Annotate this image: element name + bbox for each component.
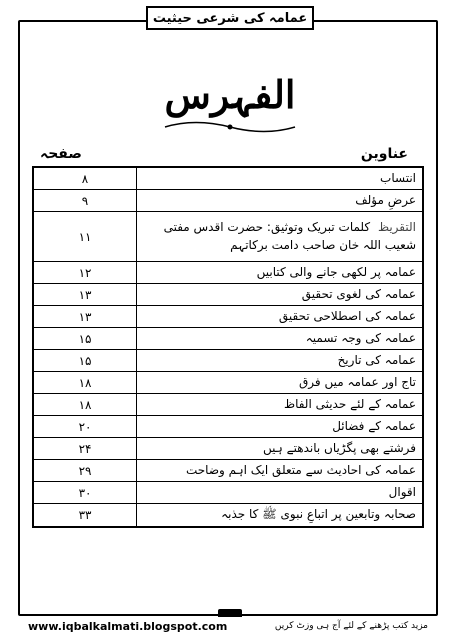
- toc-entry-title: فرشتے بھی پگڑیاں باندھتے ہیں: [263, 440, 416, 455]
- toc-entry-page: ۸: [34, 168, 137, 189]
- toc-entry-page: ۱۱: [34, 212, 137, 261]
- toc-row[interactable]: [34, 350, 422, 372]
- toc-entry-title: عمامہ کی احادیث سے متعلق ایک اہم وضاحت: [185, 462, 416, 477]
- toc-entry-title: عمامہ کی وجہ تسمیہ: [305, 330, 416, 345]
- toc-row[interactable]: [34, 284, 422, 306]
- toc-entry-title: عرضِ مؤلف: [355, 192, 416, 207]
- heading-ornament: [160, 120, 300, 134]
- toc-entry-page: ۲۴: [34, 438, 137, 459]
- toc-row[interactable]: [34, 168, 422, 190]
- toc-entry-page: ۱۵: [34, 328, 137, 349]
- footer-bar: [18, 616, 438, 636]
- book-title-box: [146, 6, 314, 30]
- contents-column-header: عناوین: [360, 146, 408, 162]
- toc-row[interactable]: [34, 482, 422, 504]
- toc-entry-page: ۱۵: [34, 350, 137, 371]
- toc-row[interactable]: [34, 372, 422, 394]
- toc-entry-title: صحابہ وتابعین پر اتباعِ نبوی ﷺ کا جذبہ: [221, 507, 416, 522]
- toc-entry-title: عمامہ کی لغوی تحقیق: [301, 286, 416, 301]
- toc-entry-title: عمامہ پر لکھی جانے والی کتابیں: [256, 264, 416, 279]
- toc-row[interactable]: [34, 394, 422, 416]
- toc-row[interactable]: [34, 306, 422, 328]
- toc-row[interactable]: [34, 212, 422, 262]
- toc-entry-page: ۱۲: [34, 262, 137, 283]
- toc-entry-page: ۹: [34, 190, 137, 211]
- taqreez-tag: التقریظ: [377, 220, 416, 235]
- toc-row[interactable]: [34, 262, 422, 284]
- toc-entry-page: ۱۳: [34, 284, 137, 305]
- page-column-header: صفحہ: [40, 146, 82, 162]
- toc-entry-title: اقوال: [388, 484, 416, 499]
- toc-entry-title: انتساب: [380, 170, 416, 185]
- footer-note: مزید کتب پڑھنے کے لئے آج ہی وزٹ کریں: [274, 621, 428, 631]
- toc-entry-title: عمامہ کی اصطلاحی تحقیق: [278, 308, 416, 323]
- index-heading: الفہرس: [164, 72, 296, 117]
- toc-entry-page: ۱۸: [34, 394, 137, 415]
- toc-row[interactable]: [34, 460, 422, 482]
- toc-entry-title: عمامہ کے فضائل: [332, 418, 416, 433]
- toc-entry-page: ۳۰: [34, 482, 137, 503]
- toc-entry-title: عمامہ کے لئے حدیثی الفاظ: [283, 396, 416, 411]
- toc-row[interactable]: [34, 416, 422, 438]
- toc-entry-page: ۱۳: [34, 306, 137, 327]
- toc-entry-page: ۱۸: [34, 372, 137, 393]
- toc-entry-page: ۳۳: [34, 504, 137, 526]
- toc-row[interactable]: [34, 438, 422, 460]
- toc-entry-page: ۲۰: [34, 416, 137, 437]
- toc-entry-title-wrap: [137, 212, 422, 261]
- toc-entry-title: کلمات تبریک وتوثیق: حضرت اقدس مفتی شعیب اللہ خان صاحب دامت برکاتہم: [163, 220, 416, 252]
- toc-row[interactable]: [34, 328, 422, 350]
- toc-row[interactable]: [34, 190, 422, 212]
- toc-row[interactable]: [34, 504, 422, 526]
- toc-entry-title: عمامہ کی تاریخ: [337, 352, 416, 367]
- footer-link[interactable]: www.iqbalkalmati.blogspot.com: [28, 619, 228, 633]
- toc-entry-page: ۲۹: [34, 460, 137, 481]
- toc-entry-title: تاج اور عمامہ میں فرق: [299, 374, 416, 389]
- table-of-contents: [32, 166, 424, 528]
- book-title: عمامہ کی شرعی حیثیت: [152, 10, 308, 26]
